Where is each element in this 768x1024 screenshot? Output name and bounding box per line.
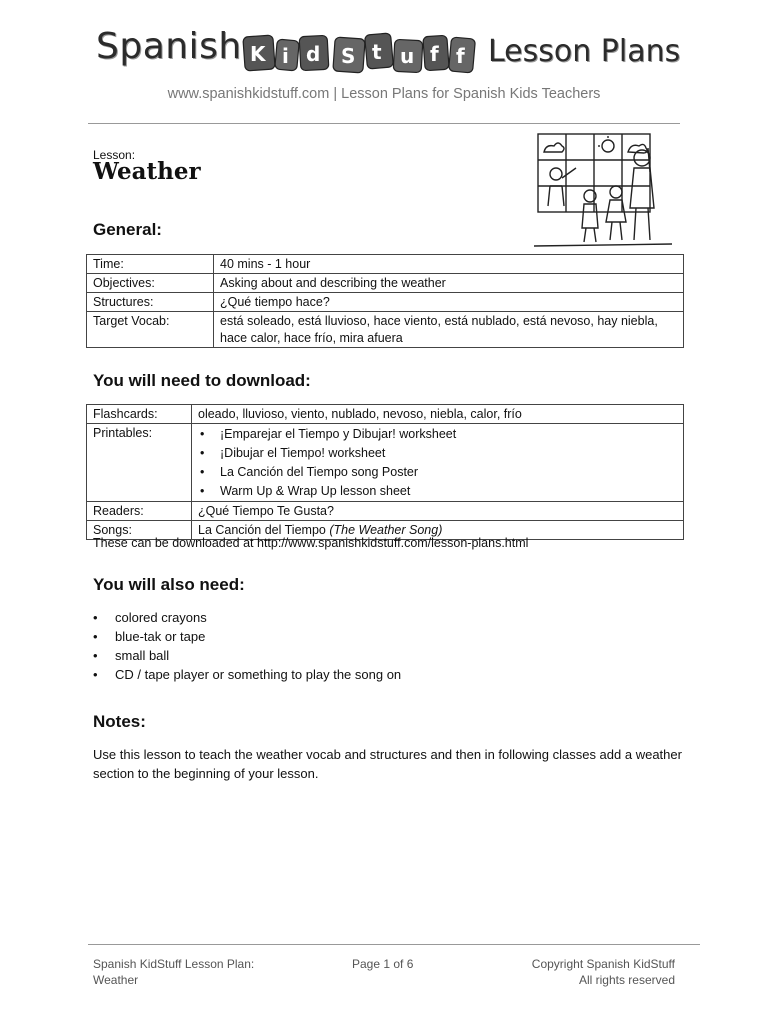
footer-divider — [88, 944, 700, 945]
table-row — [87, 312, 684, 348]
general-structures-label: Structures: — [87, 293, 214, 312]
printables-label: Printables: — [87, 424, 192, 502]
notes-heading: Notes: — [93, 712, 146, 731]
table-row — [87, 255, 684, 274]
svg-text:f: f — [430, 42, 439, 66]
footer-left-line1: Spanish KidStuff Lesson Plan: — [93, 957, 255, 971]
footer-right-line2: All rights reserved — [578, 973, 675, 987]
general-time-value: 40 mins - 1 hour — [214, 255, 684, 274]
brand-spanish: Spanish — [96, 26, 242, 67]
list-item: • ¡Dibujar el Tiempo! worksheet — [198, 444, 677, 463]
table-row — [87, 502, 684, 521]
svg-text:K: K — [250, 42, 266, 66]
general-objectives-label: Objectives: — [87, 274, 214, 293]
svg-text:t: t — [372, 40, 382, 64]
general-vocab-label: Target Vocab: — [87, 312, 214, 348]
table-row — [87, 405, 684, 424]
list-item: • Warm Up & Wrap Up lesson sheet — [198, 482, 677, 501]
brand-lesson-plans: Lesson Plans — [488, 34, 681, 69]
svg-text:f: f — [456, 44, 465, 68]
general-structures-value: ¿Qué tiempo hace? — [214, 293, 684, 312]
general-table — [86, 254, 684, 348]
footer-left-line2: Weather — [93, 973, 139, 987]
download-table — [86, 404, 684, 540]
header-divider — [88, 123, 680, 124]
songs-label: Songs: — [87, 521, 192, 540]
table-row — [87, 293, 684, 312]
also-list — [93, 608, 401, 684]
footer-page-number: Page 1 of 6 — [352, 957, 414, 971]
songs-value: La Canción del Tiempo — [198, 523, 326, 537]
list-item: • CD / tape player or something to play the song on — [93, 665, 401, 684]
lesson-title: Weather — [93, 158, 201, 185]
songs-value-italic: (The Weather Song) — [329, 523, 443, 537]
printables-list-cell — [192, 424, 684, 502]
download-heading: You will need to download: — [93, 371, 311, 390]
flashcards-value: oleado, lluvioso, viento, nublado, nevoso, niebla, calor, frío — [192, 405, 684, 424]
header-subtitle: www.spanishkidstuff.com | Lesson Plans for Spanish Kids Teachers — [167, 86, 601, 102]
list-item: • La Canción del Tiempo song Poster — [198, 463, 677, 482]
flashcards-label: Flashcards: — [87, 405, 192, 424]
svg-text:d: d — [306, 42, 321, 66]
general-heading: General: — [93, 220, 162, 239]
list-item: • blue-tak or tape — [93, 627, 401, 646]
general-objectives-value: Asking about and describing the weather — [214, 274, 684, 293]
svg-text:i: i — [282, 44, 289, 68]
svg-text:u: u — [400, 44, 415, 68]
general-time-label: Time: — [87, 255, 214, 274]
table-row — [87, 424, 684, 502]
footer-right — [480, 956, 675, 988]
footer-left — [93, 956, 254, 988]
kidstuff-logo — [242, 30, 478, 76]
weather-window-illustration — [532, 128, 678, 250]
readers-value: ¿Qué Tiempo Te Gusta? — [192, 502, 684, 521]
list-item: • small ball — [93, 646, 401, 665]
lesson-label: Lesson: — [93, 148, 136, 162]
svg-text:S: S — [341, 44, 356, 68]
footer-right-line1: Copyright Spanish KidStuff — [531, 957, 675, 971]
readers-label: Readers: — [87, 502, 192, 521]
download-note: These can be downloaded at http://www.spanishkidstuff.com/lesson-plans.html — [93, 536, 529, 550]
general-vocab-value: está soleado, está lluvioso, hace viento, está nublado, está nevoso, hay niebla, hace calor, hace frío, mira afuera — [214, 312, 684, 348]
also-heading: You will also need: — [93, 575, 245, 594]
notes-text: Use this lesson to teach the weather vocab and structures and then in following classes add a weather section to the beginning of your lesson. — [93, 747, 682, 781]
list-item: • colored crayons — [93, 608, 401, 627]
printables-list — [198, 425, 677, 501]
list-item: • ¡Emparejar el Tiempo y Dibujar! worksheet — [198, 425, 677, 444]
table-row — [87, 274, 684, 293]
